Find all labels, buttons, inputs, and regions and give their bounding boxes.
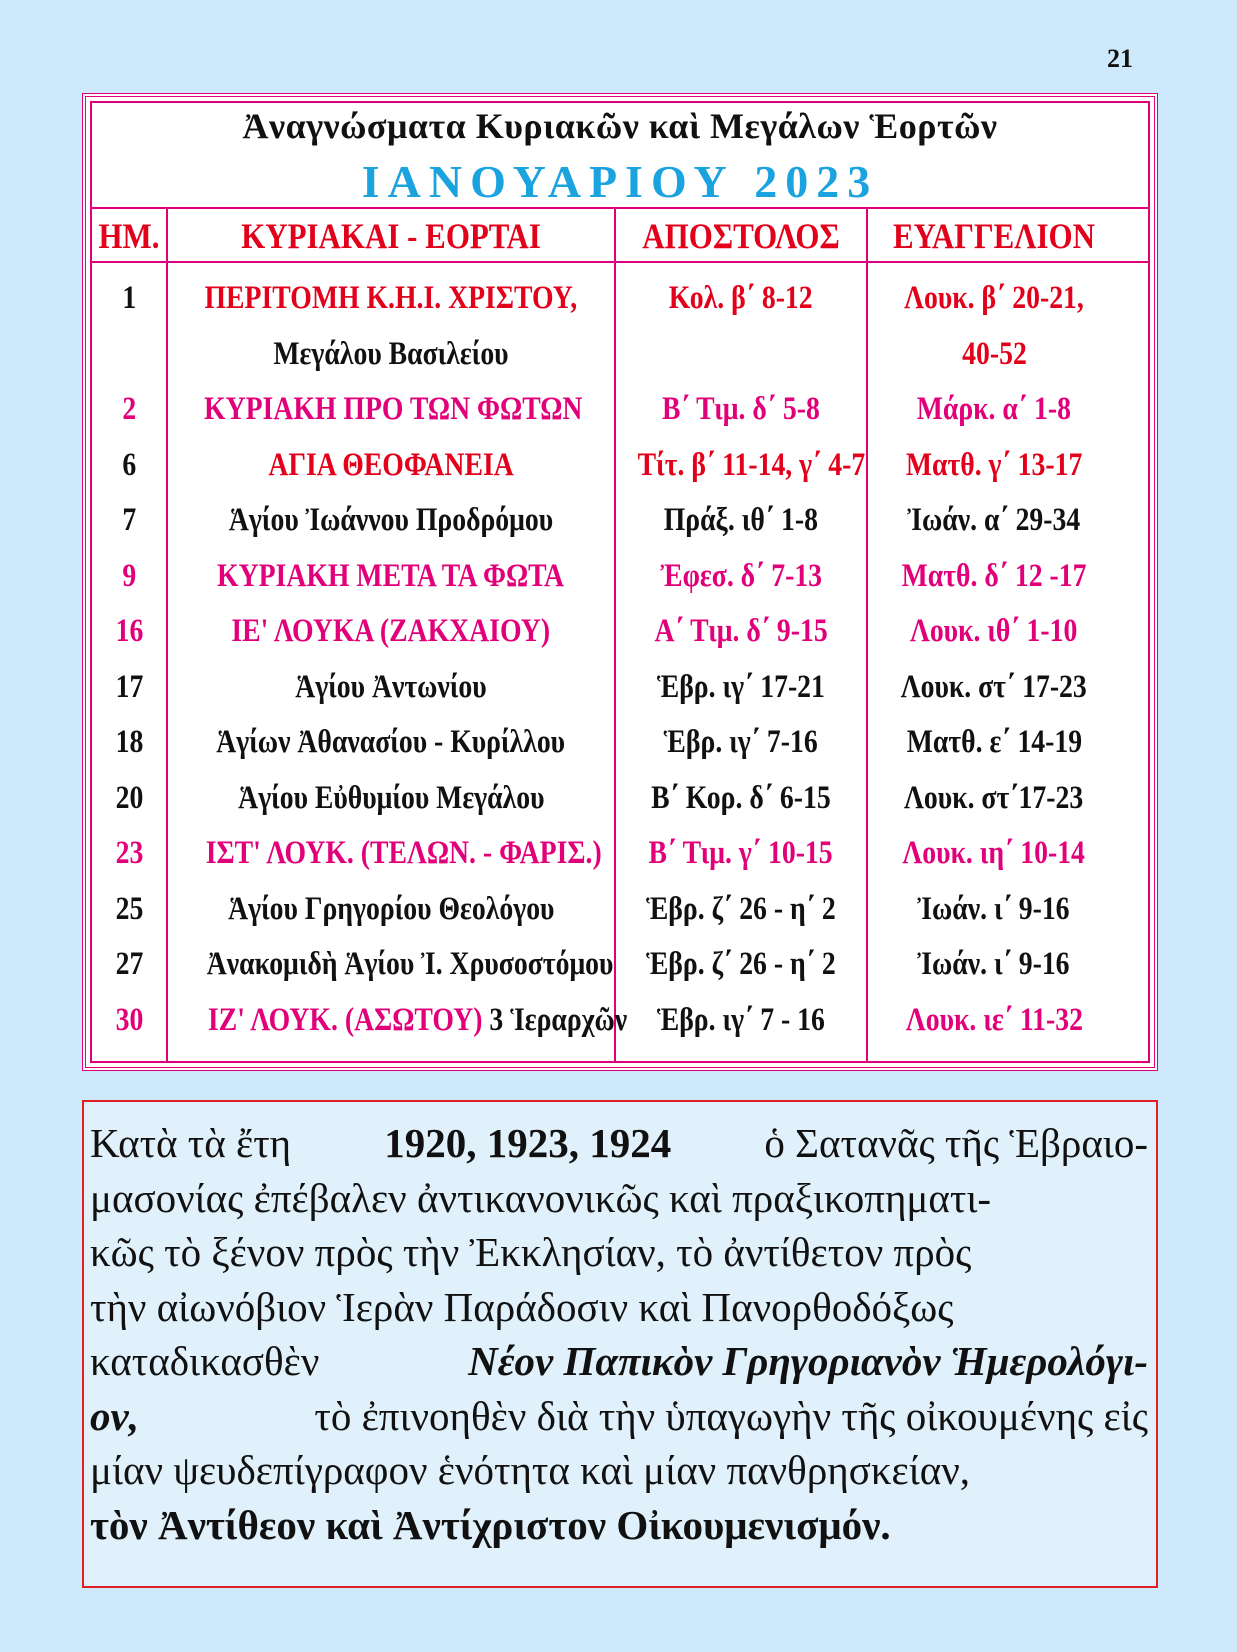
- text-line-6: [90, 1389, 1148, 1444]
- cell-feast-text: Μεγάλου Βασιλείου: [273, 335, 509, 372]
- cell-feast: [168, 826, 614, 882]
- cell-gospel: [868, 438, 1120, 494]
- cell-gospel: [868, 493, 1120, 549]
- cell-feast: [168, 604, 614, 660]
- cell-apostle-text: Ἑβρ. ζ΄ 26 - η΄ 2: [646, 890, 836, 927]
- cell-apostle: [616, 660, 866, 716]
- cell-feast-text: ΙΕ' ΛΟΥΚΑ (ΖΑΚΧΑΙΟΥ): [231, 613, 551, 649]
- cell-feast: [168, 549, 614, 605]
- cell-gospel: [868, 771, 1120, 827]
- cell-day-text: 2: [122, 391, 136, 427]
- cell-day: [92, 271, 166, 327]
- cell-day: [92, 549, 166, 605]
- text-line-7: [90, 1443, 1148, 1498]
- cell-apostle: [616, 771, 866, 827]
- cell-feast-text: ΙΣΤ' ΛΟΥΚ. (ΤΕΛΩΝ. - ΦΑΡΙΣ.): [205, 835, 602, 871]
- divider-under-title: [92, 207, 1148, 209]
- cell-apostle: [616, 271, 866, 327]
- table-title: Ἀναγνώσματα Κυριακῶν καὶ Μεγάλων Ἑορτῶν: [242, 106, 998, 146]
- cell-feast-text: Ἁγίου Ἰωάννου Προδρόμου: [228, 502, 554, 538]
- cell-feast: [168, 660, 614, 716]
- cell-apostle-text: Πράξ. ιθ΄ 1-8: [663, 502, 819, 538]
- cell-feast-text: ΙΖ' ΛΟΥΚ. (ΑΣΩΤΟΥ): [207, 1001, 483, 1038]
- cell-day: [92, 882, 166, 938]
- text-line-1-a: Κατὰ τὰ ἔτη: [90, 1120, 292, 1166]
- cell-day: [92, 771, 166, 827]
- cell-day: [92, 937, 166, 993]
- column-header-day: ΗΜ.: [98, 216, 160, 256]
- table-row: [92, 715, 1148, 771]
- cell-apostle: [616, 882, 866, 938]
- cell-gospel-text: 40-52: [961, 335, 1027, 372]
- cell-feast: [168, 937, 614, 993]
- text-line-4: [90, 1280, 1148, 1335]
- cell-gospel-text: Ματθ. δ΄ 12 -17: [901, 557, 1087, 594]
- cell-apostle-text: Ἑβρ. ιγ΄ 7-16: [663, 724, 819, 760]
- cell-apostle: [616, 493, 866, 549]
- text-line-8-content: τὸν Ἀντίθεον καὶ Ἀντίχριστον Οἰκουμενισμόν.: [90, 1501, 891, 1548]
- cell-apostle: [616, 604, 866, 660]
- cell-day-text: 18: [115, 724, 143, 760]
- column-header-apostle: ΑΠΟΣΤΟΛΟΣ: [642, 216, 840, 256]
- cell-gospel-text: Ἰωάν. ι΄ 9-16: [917, 890, 1071, 927]
- cell-gospel: [868, 937, 1120, 993]
- cell-gospel-text: Μάρκ. α΄ 1-8: [916, 391, 1072, 427]
- table-row: [92, 382, 1148, 438]
- cell-apostle-text: Ἑβρ. ζ΄ 26 - η΄ 2: [646, 946, 836, 982]
- table-row: [92, 493, 1148, 549]
- text-line-7-content: μίαν ψευδεπίγραφον ἑνότητα καὶ μίαν πανθρησκείαν,: [90, 1447, 970, 1493]
- cell-gospel-text: Ματθ. ε΄ 14-19: [906, 724, 1082, 760]
- table-row: [92, 271, 1148, 327]
- table-row: [92, 882, 1148, 938]
- readings-table: [82, 93, 1158, 1071]
- cell-feast: [168, 771, 614, 827]
- month-title: ΙΑΝΟΥΑΡΙΟΥ 2023: [361, 156, 879, 207]
- cell-day: [92, 826, 166, 882]
- table-row: [92, 549, 1148, 605]
- cell-apostle: [616, 993, 866, 1049]
- cell-gospel: [868, 327, 1120, 383]
- cell-gospel: [868, 549, 1120, 605]
- cell-day: [92, 327, 166, 383]
- table-row: [92, 937, 1148, 993]
- table-row: [92, 826, 1148, 882]
- cell-gospel-text: Ἰωάν. ι΄ 9-16: [917, 946, 1071, 982]
- cell-feast-text: ΚΥΡΙΑΚΗ ΜΕΤΑ ΤΑ ΦΩΤΑ: [217, 557, 565, 594]
- cell-gospel: [868, 882, 1120, 938]
- cell-gospel-text: Λουκ. ιη΄ 10-14: [902, 835, 1086, 871]
- cell-day-text: 25: [115, 890, 143, 927]
- text-line-1-c: ὁ Σατανᾶς τῆς Ἑβραιο-: [764, 1120, 1148, 1166]
- cell-feast-text: ΑΓΙΑ ΘΕΟΦΑΝΕΙΑ: [268, 446, 514, 483]
- table-row: [92, 438, 1148, 494]
- cell-day-text: 30: [115, 1001, 143, 1038]
- cell-feast-text: Ἁγίου Ἀντωνίου: [295, 668, 487, 705]
- table-row: [92, 660, 1148, 716]
- cell-apostle-text: Τίτ. β΄ 11-14, γ΄ 4-7: [637, 446, 866, 483]
- cell-feast: [168, 493, 614, 549]
- cell-apostle-text: Β΄ Τιμ. δ΄ 5-8: [662, 391, 820, 427]
- cell-day: [92, 493, 166, 549]
- cell-feast-text: Ἁγίου Εὐθυμίου Μεγάλου: [237, 779, 545, 816]
- cell-apostle-text: Ἑβρ. ιγ΄ 7 - 16: [657, 1001, 825, 1038]
- cell-feast-text: Ἁγίων Ἀθανασίου - Κυρίλλου: [216, 724, 566, 760]
- cell-day-text: 6: [122, 446, 136, 483]
- cell-gospel-text: Λουκ. στ΄ 17-23: [900, 668, 1088, 705]
- text-years: 1920, 1923, 1924: [384, 1120, 672, 1166]
- cell-day-text: 7: [122, 502, 136, 538]
- commentary-text-box: [82, 1100, 1158, 1588]
- cell-gospel: [868, 604, 1120, 660]
- column-header-feast: ΚΥΡΙΑΚΑΙ - ΕΟΡΤΑΙ: [241, 216, 541, 256]
- cell-apostle: [616, 937, 866, 993]
- cell-apostle: [616, 549, 866, 605]
- cell-feast: [168, 327, 614, 383]
- cell-feast-text: ΠΕΡΙΤΟΜΗ Κ.Η.Ι. ΧΡΙΣΤΟΥ,: [204, 280, 578, 316]
- text-line-5: [90, 1334, 1148, 1389]
- cell-feast-text: Ἁγίου Γρηγορίου Θεολόγου: [227, 890, 555, 927]
- cell-gospel-text: Ματθ. γ΄ 13-17: [905, 446, 1083, 483]
- table-row: [92, 771, 1148, 827]
- cell-day-text: 16: [115, 613, 143, 649]
- text-line-3: [90, 1225, 1148, 1280]
- table-row: [92, 327, 1148, 383]
- cell-gospel: [868, 271, 1120, 327]
- cell-day: [92, 438, 166, 494]
- cell-gospel-text: Ἰωάν. α΄ 29-34: [907, 502, 1081, 538]
- cell-day: [92, 715, 166, 771]
- cell-apostle: [616, 327, 866, 383]
- table-row: [92, 993, 1148, 1049]
- text-line-2: [90, 1171, 1148, 1226]
- cell-day-text: 1: [122, 280, 136, 316]
- cell-feast-text: Ἀνακομιδὴ Ἁγίου Ἰ. Χρυσοστόμου: [206, 946, 614, 982]
- cell-day: [92, 993, 166, 1049]
- text-line-4-content: τὴν αἰωνόβιον Ἱερὰν Παράδοσιν καὶ Πανορθοδόξως: [90, 1283, 954, 1330]
- cell-gospel: [868, 826, 1120, 882]
- cell-gospel: [868, 715, 1120, 771]
- cell-apostle: [616, 715, 866, 771]
- divider-under-headers: [92, 261, 1148, 263]
- cell-feast-text: ΚΥΡΙΑΚΗ ΠΡΟ ΤΩΝ ΦΩΤΩΝ: [204, 391, 583, 427]
- cell-apostle: [616, 826, 866, 882]
- cell-gospel-text: Λουκ. β΄ 20-21,: [904, 280, 1084, 316]
- cell-day: [92, 660, 166, 716]
- cell-day: [92, 604, 166, 660]
- cell-apostle-text: Β΄ Τιμ. γ΄ 10-15: [648, 835, 834, 871]
- text-line-6-a: ον,: [90, 1392, 139, 1439]
- text-line-5-a: καταδικασθὲν: [90, 1338, 320, 1384]
- cell-gospel-text: Λουκ. ιε΄ 11-32: [905, 1001, 1083, 1038]
- cell-apostle-text: Κολ. β΄ 8-12: [669, 280, 813, 316]
- cell-feast: [168, 271, 614, 327]
- cell-feast: [168, 382, 614, 438]
- table-row: [92, 604, 1148, 660]
- text-line-1: [90, 1116, 1148, 1171]
- cell-gospel: [868, 993, 1120, 1049]
- table-body: [92, 271, 1148, 1048]
- cell-gospel: [868, 382, 1120, 438]
- cell-feast: [168, 993, 628, 1049]
- text-calendar-name: Νέον Παπικὸν Γρηγοριανὸν Ἡμερολόγι-: [468, 1338, 1148, 1384]
- page-number: 21: [1107, 44, 1133, 73]
- cell-gospel: [868, 660, 1120, 716]
- cell-apostle-text: Β΄ Κορ. δ΄ 6-15: [651, 779, 831, 816]
- cell-day-text: 27: [115, 946, 143, 982]
- cell-day-text: 20: [115, 779, 143, 816]
- cell-feast: [168, 715, 614, 771]
- column-header-gospel: ΕΥΑΓΓΕΛΙΟΝ: [893, 216, 1095, 256]
- text-line-6-b: τὸ ἐπινοηθὲν διὰ τὴν ὑπαγωγὴν τῆς οἰκουμένης εἰς: [314, 1392, 1148, 1439]
- table-inner-border: [90, 101, 1150, 1063]
- text-line-2-content: μασονίας ἐπέβαλεν ἀντικανονικῶς καὶ πραξικοπηματι-: [90, 1174, 992, 1221]
- cell-feast: [168, 882, 614, 938]
- text-line-8: [90, 1498, 1148, 1553]
- cell-day-text: 17: [115, 668, 143, 705]
- cell-apostle-text: Α΄ Τιμ. δ΄ 9-15: [654, 613, 828, 649]
- cell-apostle: [616, 438, 866, 494]
- cell-apostle: [616, 382, 866, 438]
- cell-day-text: 9: [122, 557, 136, 594]
- text-line-3-content: κῶς τὸ ξένον πρὸς τὴν Ἐκκλησίαν, τὸ ἀντίθετον πρὸς: [90, 1229, 972, 1275]
- cell-gospel-text: Λουκ. ιθ΄ 1-10: [910, 613, 1078, 649]
- cell-gospel-text: Λουκ. στ΄17-23: [904, 779, 1084, 816]
- cell-day: [92, 382, 166, 438]
- cell-day-text: 23: [115, 835, 143, 871]
- cell-apostle-text: Ἐφεσ. δ΄ 7-13: [660, 557, 822, 594]
- cell-apostle-text: Ἑβρ. ιγ΄ 17-21: [657, 668, 825, 705]
- cell-feast: [168, 438, 614, 494]
- cell-feast-extra: 3 Ἱεραρχῶν: [482, 1001, 628, 1038]
